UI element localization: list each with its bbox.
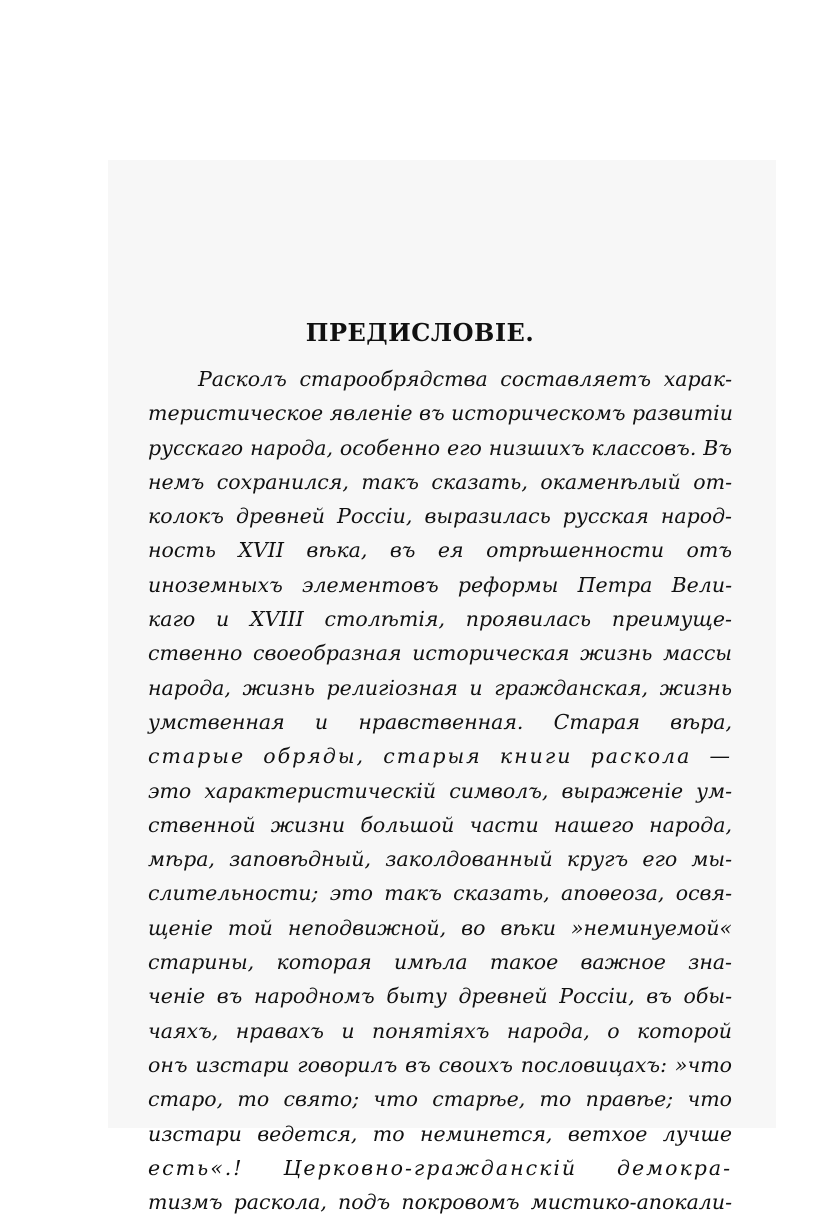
text-line: старо, то свято; что старѣе, то правѣе; что [148, 1087, 732, 1112]
text-line: народа, жизнь религіозная и гражданская, жизнь [148, 675, 732, 700]
text-line: старины, которая имѣла такое важное зна- [148, 950, 732, 975]
text-line: иноземныхъ элементовъ реформы Петра Вели- [148, 572, 732, 597]
text-line: старые обряды, старыя книги раскола — [148, 744, 732, 769]
text-line: щеніе той неподвижной, во вѣки »неминуемой« [148, 915, 732, 940]
text-line: немъ сохранился, такъ сказать, окаменѣлый от- [148, 469, 732, 494]
text-line: ственно своеобразная историческая жизнь массы [148, 641, 732, 666]
text-line: теристическое явленіе въ историческомъ развитіи [148, 401, 733, 426]
text-line: есть«.! Церковно-гражданскій демокра- [148, 1155, 732, 1180]
text-line: колокъ древней Россіи, выразилась русская народ- [148, 504, 732, 529]
text-line: умственная и нравственная. Старая вѣра, [148, 709, 732, 734]
text-line: Расколъ старообрядства составляетъ харак- [198, 367, 732, 391]
text-line: ственной жизни большой части нашего народа, [148, 812, 732, 837]
page-heading: ПРЕДИСЛОВІЕ. [305, 318, 535, 347]
text-line: ность XVII вѣка, въ ея отрѣшенности отъ [148, 538, 732, 563]
text-line: это характеристическій символъ, выраженіе ум- [148, 778, 732, 803]
text-line: каго и XVIII столѣтія, проявилась преимуще- [148, 607, 732, 632]
text-line: мѣра, заповѣдный, заколдованный кругъ его мы- [148, 847, 732, 872]
text-line: тизмъ раскола, подъ покровомъ мистико-апокали- [148, 1190, 732, 1215]
text-line: чаяхъ, нравахъ и понятіяхъ народа, о которой [148, 1018, 732, 1043]
text-line: ченіе въ народномъ быту древней Россіи, въ обы- [148, 984, 732, 1009]
text-line: слительности; это такъ сказать, апоѳеоза, освя- [148, 881, 732, 906]
text-line: русскаго народа, особенно его низшихъ классовъ. Въ [148, 435, 732, 460]
text-line: изстари ведется, то неминется, ветхое лучше [148, 1121, 732, 1146]
text-line: онъ изстари говорилъ въ своихъ пословицахъ: »что [148, 1052, 732, 1077]
body-text [148, 362, 732, 1219]
